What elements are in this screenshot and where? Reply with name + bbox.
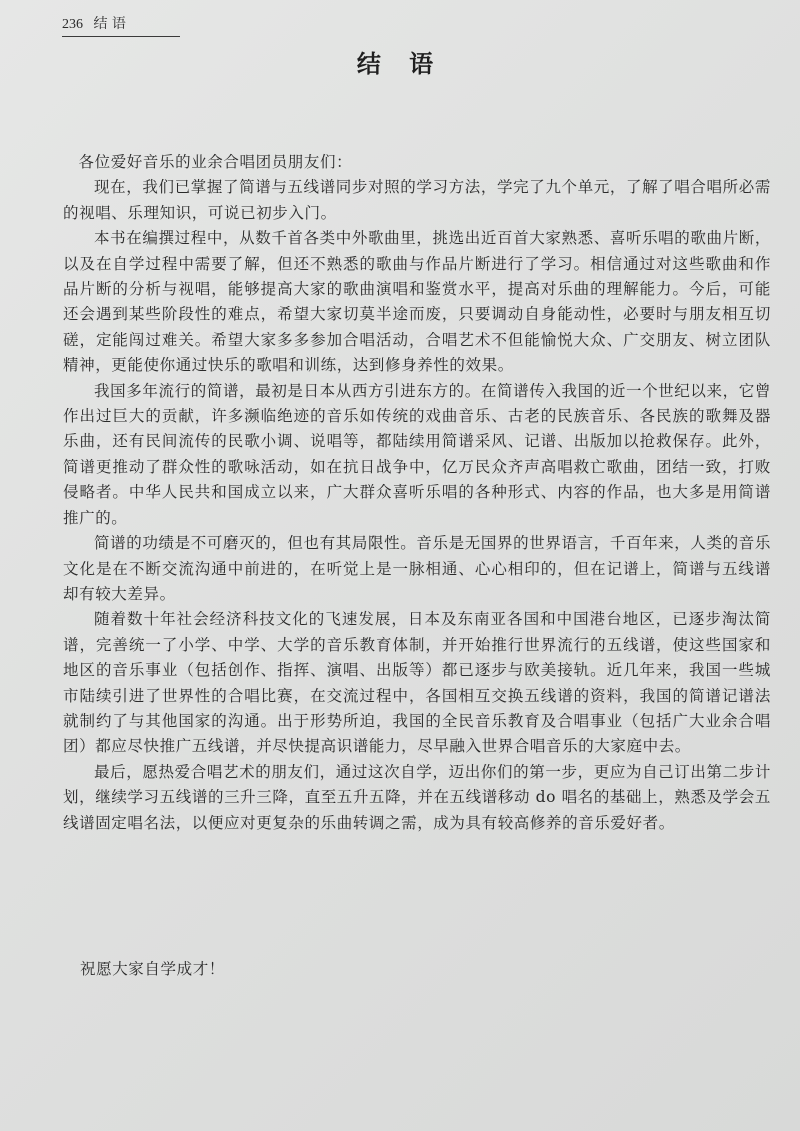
- paragraph: 本书在编撰过程中，从数千首各类中外歌曲里，挑选出近百首大家熟悉、喜听乐唱的歌曲片断，以及在自学过程中需要了解，但还不熟悉的歌曲与作品片断进行了学习。相信通过对这些歌曲和作品片断的分析与视唱，能够提高大家的歌曲演唱和鉴赏水平，提高对乐曲的理解能力。今后，可能还会遇到某些阶段性的难点，希望大家切莫半途而废，只要调动自身能动性，必要时与朋友相互切磋，定能闯过难关。希望大家多多参加合唱活动，合唱艺术不但能愉悦大众、广交朋友、树立团队精神，更能使你通过快乐的歌唱和训练，达到修身养性的效果。: [63, 229, 771, 375]
- page-number: 236: [62, 17, 83, 32]
- running-header-section: 结 语: [93, 16, 126, 32]
- paragraph: 现在，我们已掌握了简谱与五线谱同步对照的学习方法，学完了九个单元，了解了唱合唱所必需的视唱、乐理知识，可说已初步入门。: [63, 178, 771, 222]
- running-header: [62, 12, 180, 37]
- body-text: [63, 150, 771, 836]
- paragraph: 简谱的功绩是不可磨灭的，但也有其局限性。音乐是无国界的世界语言，千百年来，人类的音乐文化是在不断交流沟通中前进的，在听觉上是一脉相通、心心相印的，但在记谱上，简谱与五线谱却有较大差异。: [63, 534, 771, 603]
- paragraph: 我国多年流行的简谱，最初是日本从西方引进东方的。在简谱传入我国的近一个世纪以来，它曾作出过巨大的贡献，许多濒临绝迹的音乐如传统的戏曲音乐、古老的民族音乐、各民族的歌舞及器乐曲，还有民间流传的民歌小调、说唱等，都陆续用简谱采风、记谱、出版加以抢救保存。此外，简谱更推动了群众性的歌咏活动，如在抗日战争中，亿万民众齐声高唱救亡歌曲，团结一致，打败侵略者。中华人民共和国成立以来，广大群众喜听乐唱的各种形式、内容的作品，也大多是用简谱推广的。: [63, 381, 771, 527]
- chapter-title: 结 语: [356, 50, 444, 78]
- salutation: 各位爱好音乐的业余合唱团员朋友们：: [78, 153, 353, 171]
- paragraph: 最后，愿热爱合唱艺术的朋友们，通过这次自学，迈出你们的第一步，更应为自己订出第二步计划，继续学习五线谱的三升三降，直至五升五降，并在五线谱移动 do 唱名的基础上，熟悉及学会五线谱固定唱名法，以便应对更复杂的乐曲转调之需，成为具有较高修养的音乐爱好者。: [63, 762, 771, 832]
- closing-wish: 祝愿大家自学成才！: [80, 960, 225, 978]
- paragraph: 随着数十年社会经济科技文化的飞速发展，日本及东南亚各国和中国港台地区，已逐步淘汰简谱，完善统一了小学、中学、大学的音乐教育体制，并开始推行世界流行的五线谱，使这些国家和地区的音乐事业（包括创作、指挥、演唱、出版等）都已逐步与欧美接轨。近几年来，我国一些城市陆续引进了世界性的合唱比赛，在交流过程中，各国相互交换五线谱的资料，我国的简谱记谱法就制约了与其他国家的沟通。出于形势所迫，我国的全民音乐教育及合唱事业（包括广大业余合唱团）都应尽快推广五线谱，并尽快提高识谱能力，尽早融入世界合唱音乐的大家庭中去。: [63, 610, 771, 756]
